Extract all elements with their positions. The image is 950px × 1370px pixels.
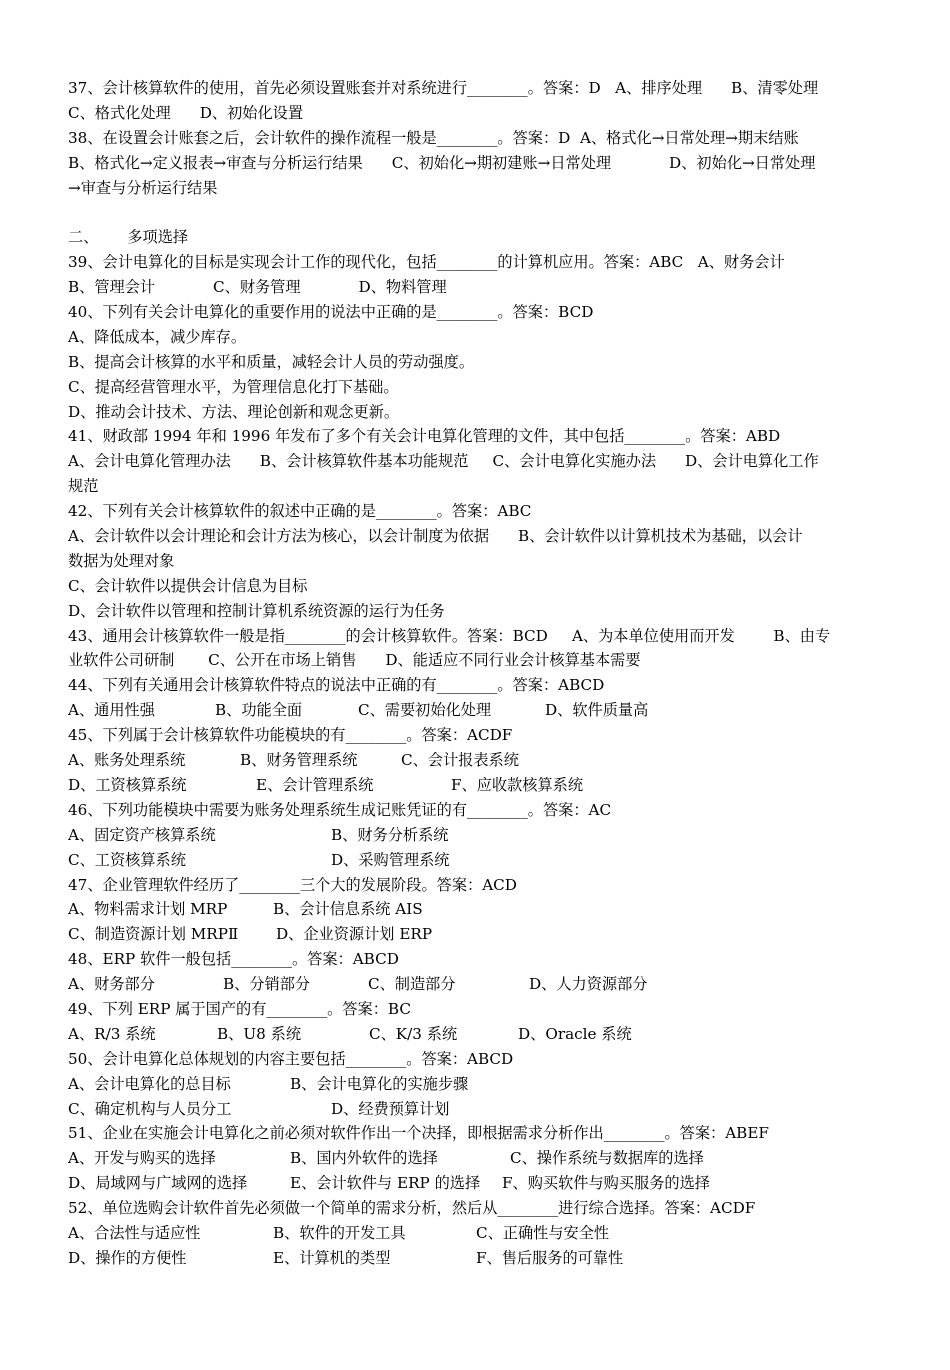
question-43-line-1: 43、通用会计核算软件一般是指________的会计核算软件。答案：BCD A、为本单位使用而开发 B、由专 [68,626,831,645]
question-47-option-a: A、物料需求计划 MRP [68,900,228,919]
question-52-option-e: E、计算机的类型 [273,1248,391,1267]
document-content [68,76,884,1271]
question-47-option-d: D、企业资源计划 ERP [276,925,433,944]
question-42-option-c: C、会计软件以提供会计信息为目标 [68,576,308,595]
question-42-stem: 42、下列有关会计核算软件的叙述中正确的是________。答案：ABC [68,502,532,521]
question-49-option-b: B、U8 系统 [217,1024,302,1043]
question-50-options-row-2 [68,1097,884,1122]
question-46-option-d: D、采购管理系统 [331,850,450,869]
question-46-options-row-1 [68,823,884,848]
question-39-line-2: B、管理会计 C、财务管理 D、物料管理 [68,278,447,297]
question-45-option-b: B、财务管理系统 [240,751,358,770]
question-51-option-d: D、局域网与广域网的选择 [68,1174,248,1193]
question-45-options-row-2 [68,773,884,798]
question-47-options-row-2 [68,922,884,947]
question-44-option-b: B、功能全面 [215,701,303,720]
question-44-option-a: A、通用性强 [68,701,155,720]
question-49-option-a: A、R/3 系统 [68,1024,156,1043]
question-46-option-a: A、固定资产核算系统 [68,825,216,844]
question-51-option-c: C、操作系统与数据库的选择 [510,1149,704,1168]
question-51-option-a: A、开发与购买的选择 [68,1149,216,1168]
question-44-stem: 44、下列有关通用会计核算软件特点的说法中正确的有________。答案：ABCD [68,676,605,695]
question-50-option-d: D、经费预算计划 [331,1099,450,1118]
question-40-option-a: A、降低成本，减少库存。 [68,327,247,346]
question-40-stem: 40、下列有关会计电算化的重要作用的说法中正确的是________。答案：BCD [68,303,594,322]
question-44-option-d: D、软件质量高 [545,701,649,720]
question-46-option-c: C、工资核算系统 [68,850,186,869]
question-51-option-e: E、会计软件与 ERP 的选择 [290,1174,481,1193]
question-40-option-c: C、提高经营管理水平，为管理信息化打下基础。 [68,377,399,396]
question-40-option-d: D、推动会计技术、方法、理论创新和观念更新。 [68,402,400,421]
question-41-line-2: A、会计电算化管理办法 B、会计核算软件基本功能规范 C、会计电算化实施办法 D、会计电算化工作 [68,452,819,471]
question-52-option-d: D、操作的方便性 [68,1248,187,1267]
question-49-option-c: C、K/3 系统 [369,1024,458,1043]
question-47-options-row-1 [68,897,884,922]
question-47-stem: 47、企业管理软件经历了________三个大的发展阶段。答案：ACD [68,875,517,894]
question-45-options-row-1 [68,748,884,773]
question-52-option-c: C、正确性与安全性 [476,1223,610,1242]
question-51-option-b: B、国内外软件的选择 [290,1149,438,1168]
section-heading-multiple-choice: 二、 多项选择 [68,228,189,247]
question-38-line-3: →审查与分析运行结果 [68,178,218,197]
question-44-option-c: C、需要初始化处理 [358,701,492,720]
blank-line [68,200,884,225]
question-42-option-d: D、会计软件以管理和控制计算机系统资源的运行为任务 [68,601,445,620]
question-48-stem: 48、ERP 软件一般包括________。答案：ABCD [68,950,399,969]
question-52-stem: 52、单位选购会计软件首先必须做一个简单的需求分析，然后从________进行综合选择。答案：ACDF [68,1199,756,1218]
question-50-option-a: A、会计电算化的总目标 [68,1074,231,1093]
question-52-option-a: A、合法性与适应性 [68,1223,201,1242]
question-46-stem: 46、下列功能模块中需要为账务处理系统生成记账凭证的有________。答案：AC [68,800,612,819]
question-52-option-b: B、软件的开发工具 [273,1223,406,1242]
question-45-option-e: E、会计管理系统 [256,775,374,794]
question-50-option-b: B、会计电算化的实施步骤 [290,1074,469,1093]
question-42-options-ab-line-1: A、会计软件以会计理论和会计方法为核心，以会计制度为依据 B、会计软件以计算机技术为基础，以会计 [68,527,803,546]
question-48-options [68,972,884,997]
question-46-option-b: B、财务分析系统 [331,825,449,844]
question-38-line-1: 38、在设置会计账套之后，会计软件的操作流程一般是________。答案：D A、格式化→日常处理→期末结账 [68,128,799,147]
question-43-line-2: 业软件公司研制 C、公开在市场上销售 D、能适应不同行业会计核算基本需要 [68,651,641,670]
question-48-option-d: D、人力资源部分 [529,975,648,994]
question-47-option-c: C、制造资源计划 MRPⅡ [68,925,239,944]
question-49-stem: 49、下列 ERP 属于国产的有________。答案：BC [68,999,411,1018]
question-50-option-c: C、确定机构与人员分工 [68,1099,232,1118]
question-52-option-f: F、售后服务的可靠性 [476,1248,624,1267]
question-52-options-row-1 [68,1221,884,1246]
question-48-option-a: A、财务部分 [68,975,155,994]
question-51-stem: 51、企业在实施会计电算化之前必须对软件作出一个决择，即根据需求分析作出________。答案：ABEF [68,1124,769,1143]
question-45-option-d: D、工资核算系统 [68,775,187,794]
question-45-option-c: C、会计报表系统 [401,751,519,770]
question-51-option-f: F、购买软件与购买服务的选择 [502,1174,710,1193]
question-48-option-c: C、制造部分 [368,975,456,994]
question-45-option-a: A、账务处理系统 [68,751,186,770]
question-51-options-row-2 [68,1171,884,1196]
question-47-option-b: B、会计信息系统 AIS [273,900,423,919]
question-49-option-d: D、Oracle 系统 [518,1024,632,1043]
question-40-option-b: B、提高会计核算的水平和质量，减轻会计人员的劳动强度。 [68,352,475,371]
question-37-line-1: 37、会计核算软件的使用，首先必须设置账套并对系统进行________。答案：D A、排序处理 B、清零处理 [68,79,819,97]
question-46-options-row-2 [68,848,884,873]
question-44-options [68,698,884,723]
question-52-options-row-2 [68,1246,884,1271]
question-45-stem: 45、下列属于会计核算软件功能模块的有________。答案：ACDF [68,726,513,745]
question-37-line-2: C、格式化处理 D、初始化设置 [68,103,304,122]
question-50-stem: 50、会计电算化总体规划的内容主要包括________。答案：ABCD [68,1049,514,1068]
question-49-options [68,1022,884,1047]
question-51-options-row-1 [68,1146,884,1171]
question-39-line-1: 39、会计电算化的目标是实现会计工作的现代化，包括________的计算机应用。答案：ABC A、财务会计 [68,253,785,272]
question-41-line-1: 41、财政部 1994 年和 1996 年发布了多个有关会计电算化管理的文件，其中包括________。答案：ABD [68,427,781,446]
question-50-options-row-1 [68,1072,884,1097]
question-41-line-3: 规范 [68,477,99,496]
question-45-option-f: F、应收款核算系统 [451,775,584,794]
question-42-options-ab-line-2: 数据为处理对象 [68,551,175,570]
question-38-line-2: B、格式化→定义报表→审查与分析运行结果 C、初始化→期初建账→日常处理 D、初始化→日常处理 [68,153,816,172]
question-48-option-b: B、分销部分 [223,975,311,994]
